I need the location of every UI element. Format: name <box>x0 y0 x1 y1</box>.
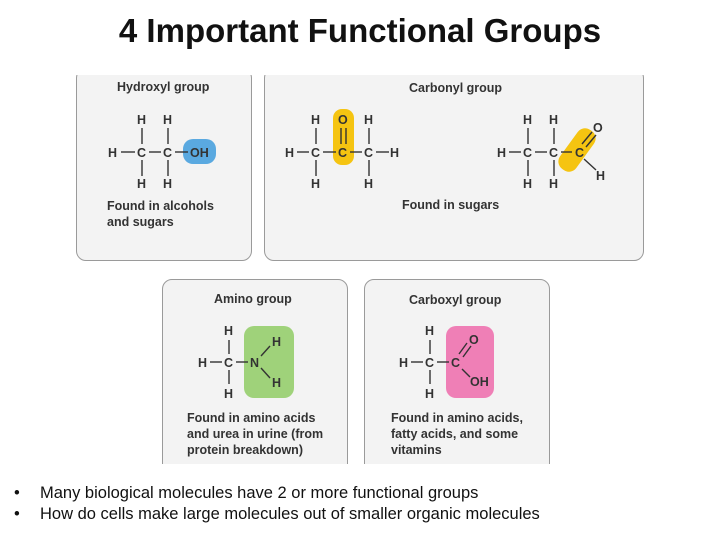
atom-oh: OH <box>470 375 489 389</box>
atom-h: H <box>425 324 435 338</box>
carbonyl-found-text: Found in sugars <box>402 198 500 212</box>
atom-h: H <box>137 177 147 191</box>
atom-o: O <box>593 121 603 135</box>
amino-found-text: Found in amino acids and urea in urine (from protein breakdown) <box>187 411 324 457</box>
atom-h: H <box>390 146 400 160</box>
bullet-item <box>14 504 714 525</box>
bullet-marker: • <box>14 505 20 523</box>
atom-h: H <box>596 169 606 183</box>
hydroxyl-found-text: Found in alcohols and sugars <box>107 199 214 229</box>
atom-h: H <box>163 177 173 191</box>
atom-o: O <box>469 333 479 347</box>
carbonyl-title: Carbonyl group <box>409 81 503 95</box>
atom-h: H <box>198 356 208 370</box>
atom-o: O <box>338 113 348 127</box>
atom-oh: OH <box>190 146 209 160</box>
atom-c: C <box>338 146 348 160</box>
atom-h: H <box>285 146 295 160</box>
hydroxyl-title: Hydroxyl group <box>117 80 210 94</box>
atom-h: H <box>272 335 282 349</box>
atom-h: H <box>399 356 409 370</box>
carboxyl-title: Carboxyl group <box>409 293 502 307</box>
amino-title: Amino group <box>214 292 292 306</box>
bullet-text: Many biological molecules have 2 or more functional groups <box>40 484 479 502</box>
bullet-list <box>14 483 714 525</box>
atom-h: H <box>311 113 321 127</box>
atom-h: H <box>311 177 321 191</box>
atom-h: H <box>549 113 559 127</box>
atom-c: C <box>425 356 435 370</box>
atom-c: C <box>364 146 374 160</box>
atom-c: C <box>451 356 461 370</box>
atom-n: N <box>250 356 260 370</box>
atom-c: C <box>575 146 585 160</box>
atom-h: H <box>108 146 118 160</box>
atom-c: C <box>549 146 559 160</box>
atom-h: H <box>224 387 234 401</box>
atom-h: H <box>523 113 533 127</box>
atom-h: H <box>497 146 507 160</box>
atom-h: H <box>272 376 282 390</box>
bullet-marker: • <box>14 484 20 502</box>
atom-h: H <box>425 387 435 401</box>
atom-h: H <box>137 113 147 127</box>
atom-h: H <box>364 177 374 191</box>
slide-title: 4 Important Functional Groups <box>118 12 602 49</box>
carboxyl-found-text: Found in amino acids, fatty acids, and some vitamins <box>391 411 523 457</box>
atom-c: C <box>224 356 234 370</box>
atom-h: H <box>364 113 374 127</box>
atom-h: H <box>523 177 533 191</box>
atom-c: C <box>523 146 533 160</box>
atom-h: H <box>549 177 559 191</box>
bullet-text: How do cells make large molecules out of smaller organic molecules <box>40 505 540 523</box>
atom-c: C <box>311 146 321 160</box>
atom-c: C <box>137 146 147 160</box>
bullet-item <box>14 483 714 504</box>
atom-h: H <box>163 113 173 127</box>
atom-c: C <box>163 146 173 160</box>
atom-h: H <box>224 324 234 338</box>
